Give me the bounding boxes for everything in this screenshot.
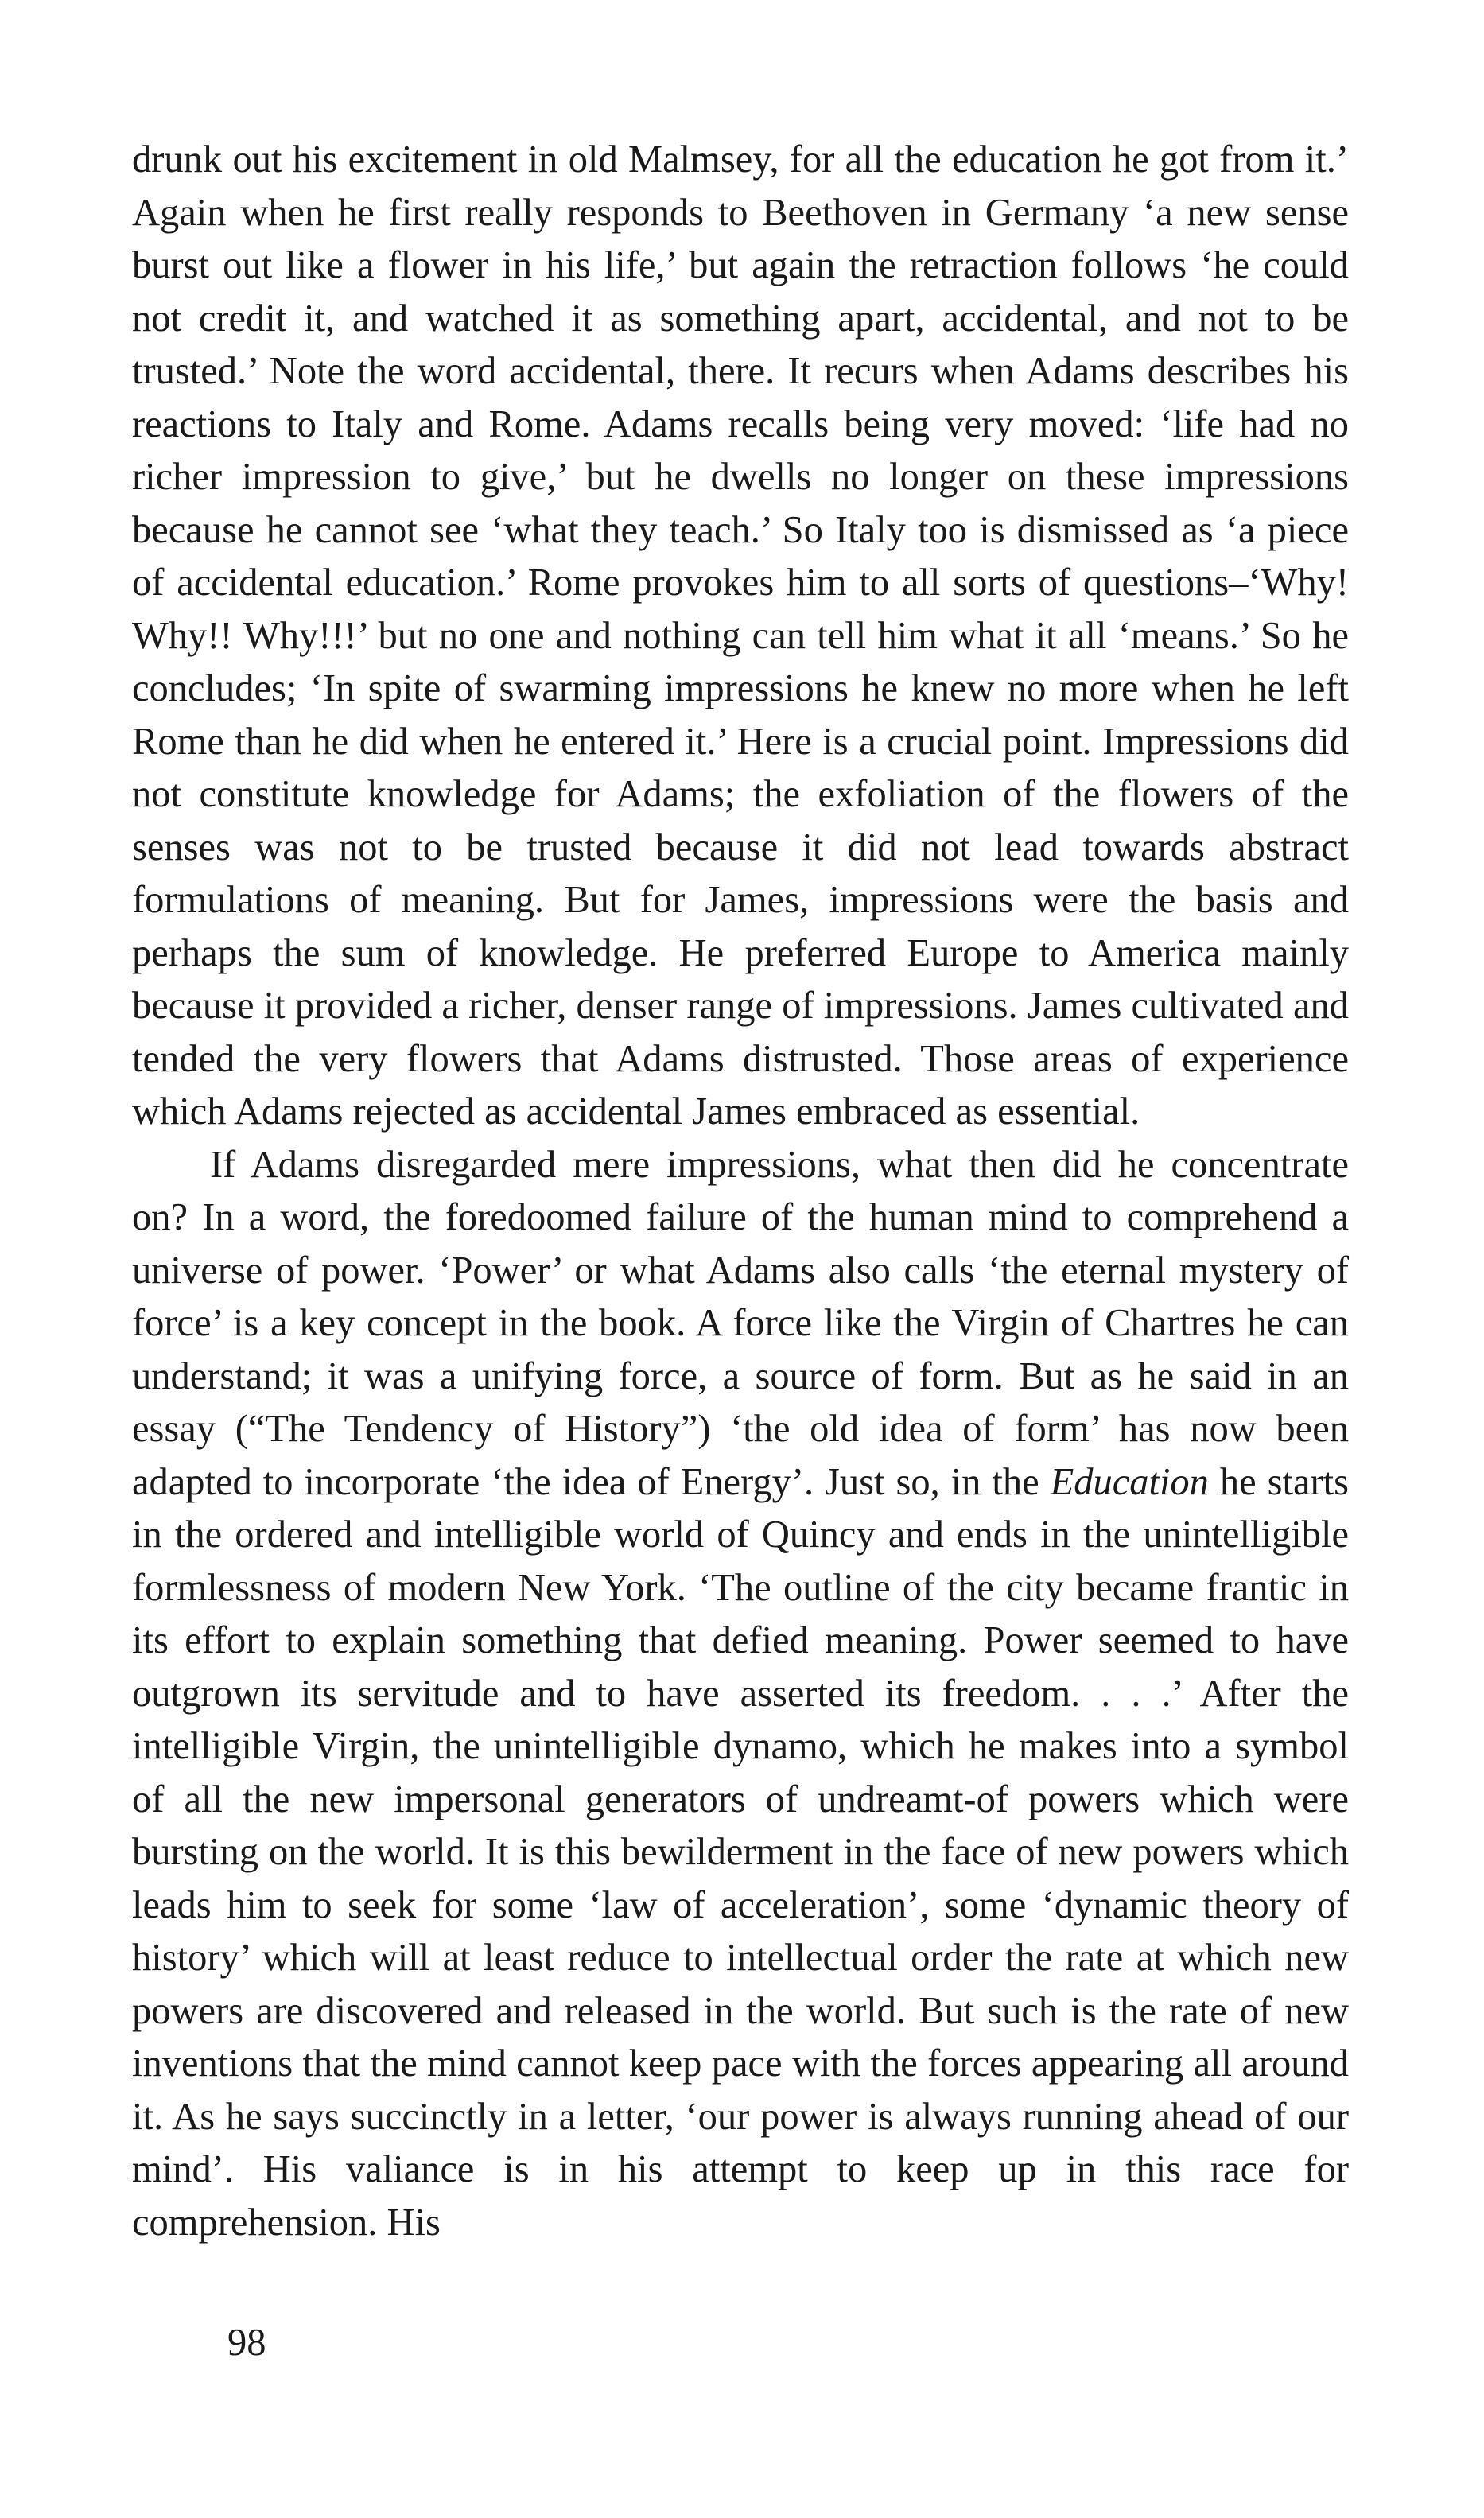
paragraph-2-text-after-italic: he starts in the ordered and intelligible world of Quincy and ends in the unintelligible formlessness of modern New York. ‘The outline of the city became frantic in its effort to explain something that defied meaning. Power seemed to have outgrown its servitude and to have asserted its freedom. . . .’ After the intelligible Virgin, the unintelligible dynamo, which he makes into a symbol of all the new impersonal generators of undreamt-of powers which were bursting on the world. It is this bewilderment in the face of new powers which leads him to seek for some ‘law of acceleration’, some ‘dynamic theory of history’ which will at least reduce to intellectual order the rate at which new powers are discovered and released in the world. But such is the rate of new inventions that the mind cannot keep pace with the forces appearing all around it. As he says succinctly in a letter, ‘our power is always running ahead of our mind’. His valiance is in his attempt to keep up in this race for comprehension. His	[132, 1460, 1349, 2244]
page-number: 98	[227, 2322, 266, 2364]
paragraph-1: drunk out his excitement in old Malmsey, for all the education he got from it.’ Again when he first really responds to Beethoven in Germany ‘a new sense burst out like a flower in his life,’ but again the retraction follows ‘he could not credit it, and watched it as something apart, accidental, and not to be trusted.’ Note the word accidental, there. It recurs when Adams describes his reactions to Italy and Rome. Adams recalls being very moved: ‘life had no richer impression to give,’ but he dwells no longer on these impressions because he cannot see ‘what they teach.’ So Italy too is dismissed as ‘a piece of accidental education.’ Rome provokes him to all sorts of questions–‘Why! Why!! Why!!!’ but no one and nothing can tell him what it all ‘means.’ So he concludes; ‘In spite of swarming impressions he knew no more when he left Rome than he did when he entered it.’ Here is a crucial point. Impressions did not constitute knowledge for Adams; the exfoliation of the flowers of the senses was not to be trusted because it did not lead towards abstract formulations of meaning. But for James, impressions were the basis and perhaps the sum of knowledge. He preferred Europe to America mainly because it provided a richer, denser range of impressions. James cultivated and tended the very flowers that Adams distrusted. Those areas of experience which Adams rejected as accidental James embraced as essential.	[132, 138, 1349, 1133]
page-body	[132, 134, 1349, 2249]
book-title-italic: Education	[1050, 1460, 1209, 1503]
paragraph-2-text-before-italic: If Adams disregarded mere impressions, what then did he concentrate on? In a word, the foredoomed failure of the human mind to comprehend a universe of power. ‘Power’ or what Adams also calls ‘the eternal mystery of force’ is a key concept in the book. A force like the Virgin of Chartres he can understand; it was a unifying force, a source of form. But as he said in an essay (“The Tendency of History”) ‘the old idea of form’ has now been adapted to incorporate ‘the idea of Energy’. Just so, in the	[132, 1143, 1349, 1503]
paragraph-2	[132, 1139, 1349, 2250]
